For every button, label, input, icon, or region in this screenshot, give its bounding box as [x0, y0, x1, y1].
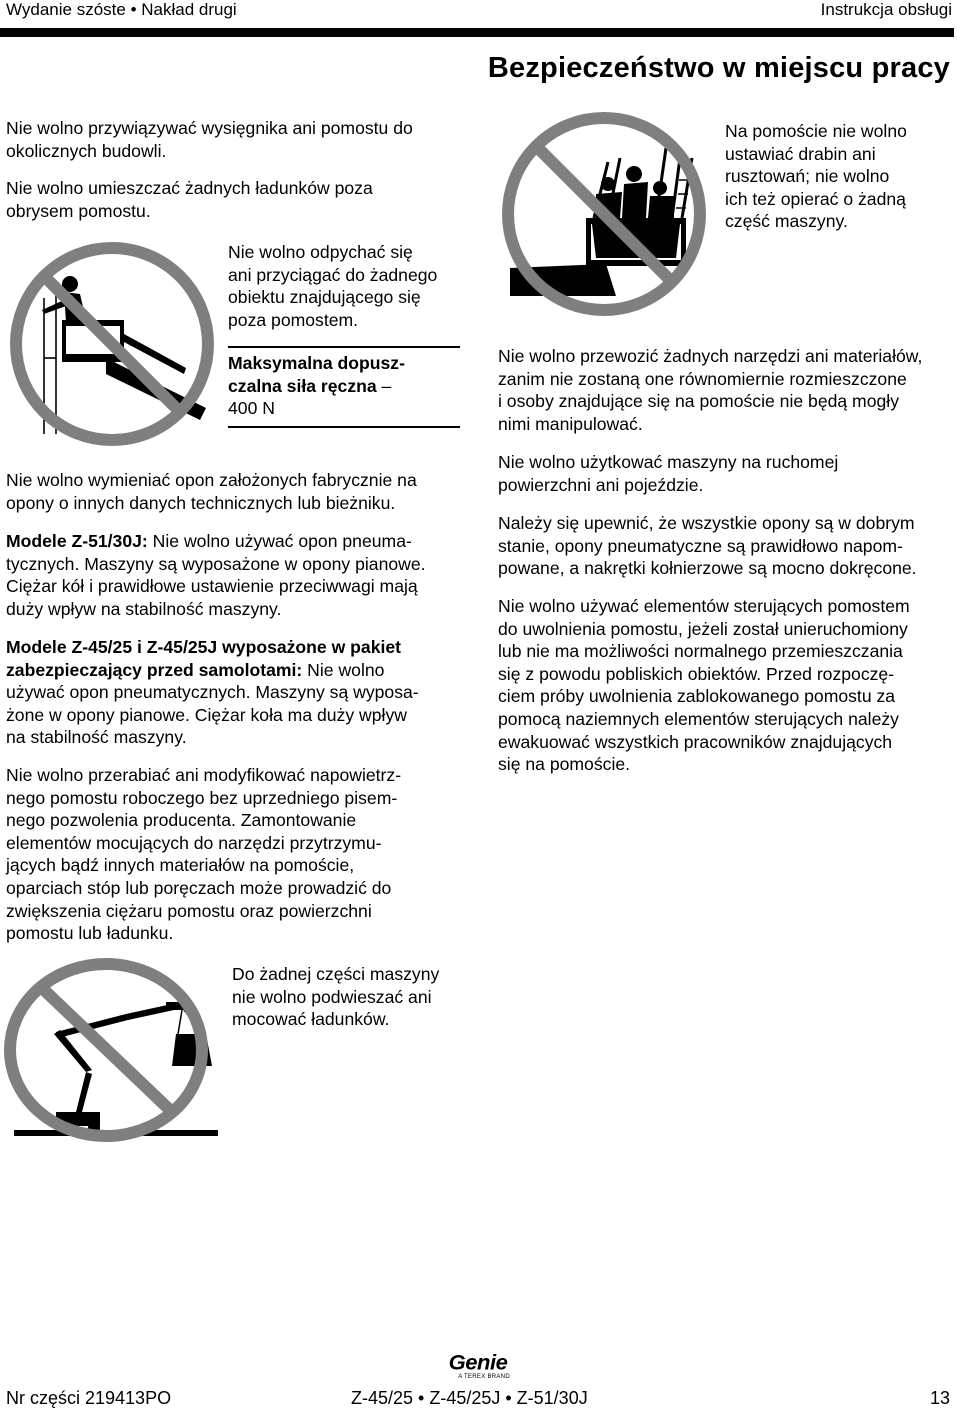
max-force-label: Maksymalna dopusz- [228, 353, 405, 373]
paragraph-no-loads-outside: Nie wolno umieszczać żadnych ładunków poza obrysem pomostu. [6, 178, 373, 221]
footer-page-number: 13 [929, 1388, 950, 1408]
paragraph-no-tying: Nie wolno przywiązywać wysięgnika ani pomostu do okolicznych budowli. [6, 118, 413, 161]
no-pushing-pulling-icon [6, 238, 218, 450]
genie-logo: Genie A TEREX BRAND [448, 1350, 510, 1380]
header-manual-title: Instrukcja obsługi [820, 0, 952, 19]
paragraph-no-freeing-platform: Nie wolno używać elementów sterujących pomostem do uwolnienia pomostu, jeżeli został unieruchomiony lub nie ma możliwości normalnego przemieszczania się z powodu pobliskich obiektów. Przed rozpoczę- ciem próby uwolnienia zablokowanego pomostu za pomocą naziemnych elementów sterujących należy ewakuować wszystkich pracowników znajdujących się na pomoście. [498, 596, 910, 775]
paragraph-no-ladders: Na pomoście nie wolno ustawiać drabin ani rusztowań; nie wolno ich też opierać o żadną część maszyny. [725, 121, 907, 232]
header-rule [0, 28, 954, 37]
paragraph-models-z45: Modele Z-45/25 i Z-45/25J wyposażone w pakiet zabezpieczający przed samolotami: Nie wolno używać opon pneumatycznych. Maszyny są wyposa- żone w opony pianowe. Ciężar koła ma duży wpływ na stabilność maszyny. [6, 637, 419, 748]
paragraph-no-modifications: Nie wolno przerabiać ani modyfikować napowietrz- nego pomostu roboczego bez uprzedniego pisem- nego pozwolenia producenta. Zamontowanie elementów mocujących do narzędzi przytrzymu- jących bądź innych materiałów na pomoście, oparciach stóp lub poręczach może prowadzić do zwiększenia ciężaru pomostu oraz powierzchni pomostu lub ładunku. [6, 765, 402, 944]
paragraph-no-push-pull: Nie wolno odpychać się ani przyciągać do żadnego obiektu znajdującego się poza pomostem. [228, 242, 438, 330]
no-hanging-loads-icon [6, 962, 218, 1144]
paragraph-no-tools-transport: Nie wolno przewozić żadnych narzędzi ani materiałów, zanim nie zostaną one równomiernie rozmieszczone i osoby znajdujące się na pomoście nie będą mogły nimi manipulować. [498, 346, 923, 434]
paragraph-no-tire-change: Nie wolno wymieniać opon założonych fabrycznie na opony o innych danych technicznych lub bieżniku. [6, 470, 417, 513]
header-edition: Wydanie szóste • Nakład drugi [6, 0, 237, 19]
footer-part-number: Nr części 219413PO [6, 1388, 172, 1408]
max-force-box: Maksymalna dopusz- czalna siła ręczna – 400 N [228, 346, 460, 428]
max-force-value: 400 N [228, 398, 275, 419]
paragraph-no-hanging: Do żadnej części maszyny nie wolno podwieszać ani mocować ładunków. [232, 964, 440, 1030]
paragraph-tire-condition: Należy się upewnić, że wszystkie opony są w dobrym stanie, opony pneumatyczne są prawidłowo napom- powane, a nakrętki kołnierzowe są mocno dokręcone. [498, 513, 917, 579]
paragraph-no-moving-surface: Nie wolno użytkować maszyny na ruchomej powierzchni ani pojeździe. [498, 452, 839, 495]
no-ladders-on-platform-icon [496, 118, 714, 314]
footer-models: Z-45/25 • Z-45/25J • Z-51/30J [351, 1388, 588, 1408]
paragraph-models-z51: Modele Z-51/30J: Nie wolno używać opon pneuma- tycznych. Maszyny są wyposażone w opony pianowe. Ciężar kół i prawidłowe ustawienie przeciwwagi mają duży wpływ na stabilność maszyny. [6, 531, 426, 619]
section-title: Bezpieczeństwo w miejscu pracy [487, 52, 950, 84]
